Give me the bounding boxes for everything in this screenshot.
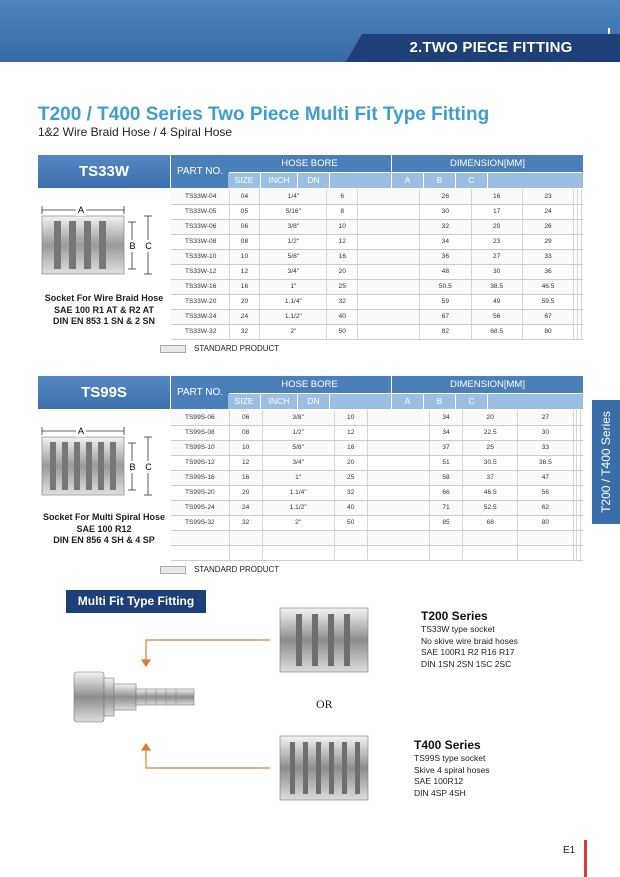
- table-cell: 3/8": [262, 410, 334, 425]
- standard-product-legend: [160, 565, 279, 574]
- table-cell: 33: [518, 440, 573, 455]
- table-cell: [581, 189, 583, 204]
- table-cell: 17: [471, 204, 522, 219]
- table-cell: 1/4": [260, 189, 327, 204]
- table-cell: 32: [420, 219, 471, 234]
- dim-a-label: A: [77, 426, 85, 436]
- table-cell: 50.5: [420, 279, 471, 294]
- t200-series-info: [421, 609, 518, 670]
- table-cell: 1": [260, 279, 327, 294]
- table-cell: 80: [518, 515, 573, 530]
- table-cell: [358, 279, 420, 294]
- table-cell: 1.1/4": [262, 485, 334, 500]
- series-line: SAE 100R12: [414, 776, 464, 786]
- table-cell: [367, 470, 429, 485]
- t400-series-info: [414, 738, 490, 799]
- table-cell: 10: [334, 410, 367, 425]
- table-row: [171, 440, 583, 455]
- page-number: E1: [563, 845, 576, 856]
- b-header: B: [424, 173, 455, 188]
- table-cell: 08: [229, 425, 262, 440]
- table-cell: [367, 440, 429, 455]
- table-row: [171, 249, 583, 264]
- caption-line: Socket For Multi Spiral Hose: [42, 512, 166, 522]
- part-no-cell: TS33W-08: [171, 234, 229, 249]
- table-cell: 08: [229, 234, 260, 249]
- part-no-cell: TS33W-24: [171, 309, 229, 324]
- part-no-cell: TS99S-12: [171, 455, 229, 470]
- table-cell: [581, 425, 583, 440]
- legend-swatch: [160, 345, 186, 353]
- table-cell: 46.5: [463, 485, 518, 500]
- part-no-cell: TS33W-04: [171, 189, 229, 204]
- table-cell: [581, 234, 583, 249]
- table-cell: 1/2": [262, 425, 334, 440]
- part-no-cell: TS99S-08: [171, 425, 229, 440]
- fitting-nipple-image: [74, 672, 194, 722]
- part-no-cell: TS99S-32: [171, 515, 229, 530]
- table-row: [171, 324, 583, 339]
- table-cell: [429, 545, 462, 560]
- table-cell: [581, 470, 583, 485]
- table-cell: 80: [522, 324, 573, 339]
- table-cell: 32: [229, 515, 262, 530]
- caption-line: SAE 100 R12: [76, 523, 132, 534]
- table-cell: 32: [229, 324, 260, 339]
- table-cell: 1.1/4": [260, 294, 327, 309]
- part-no-cell: TS99S-24: [171, 500, 229, 515]
- table-cell: [581, 440, 583, 455]
- part-no-header: PART NO.: [171, 155, 229, 188]
- page-subtitle: 1&2 Wire Braid Hose / 4 Spiral Hose: [38, 125, 233, 139]
- table-cell: 36: [420, 249, 471, 264]
- table-cell: 5/8": [262, 440, 334, 455]
- table-cell: [581, 545, 583, 560]
- size-header: SIZE: [228, 394, 260, 409]
- table-cell: 25: [463, 440, 518, 455]
- table-cell: 52.5: [463, 500, 518, 515]
- table-row: [171, 294, 583, 309]
- table-cell: 68: [463, 515, 518, 530]
- table-row: [171, 219, 583, 234]
- table-cell: 1.1/2": [260, 309, 327, 324]
- table-cell: 24: [229, 500, 262, 515]
- table-cell: 20: [471, 219, 522, 234]
- table-cell: 30: [471, 264, 522, 279]
- table-cell: 32: [334, 485, 367, 500]
- table-cell: [581, 249, 583, 264]
- table-cell: 71: [429, 500, 462, 515]
- table-row: [171, 530, 583, 545]
- subheader-spacer: [488, 173, 583, 188]
- ts33w-caption: [38, 293, 170, 328]
- standard-product-legend: [160, 344, 279, 353]
- subheader-spacer: [488, 394, 583, 409]
- t400-socket-image: [280, 736, 368, 800]
- dim-c-label: C: [145, 462, 152, 472]
- table-cell: [367, 425, 429, 440]
- table-cell: 59: [420, 294, 471, 309]
- table-row: [171, 264, 583, 279]
- table-cell: [367, 530, 429, 545]
- table-cell: [334, 530, 367, 545]
- table-cell: 34: [429, 425, 462, 440]
- hose-bore-header: HOSE BORE: [228, 376, 391, 393]
- caption-line: SAE 100 R1 AT & R2 AT: [53, 304, 155, 315]
- table-cell: 66: [429, 485, 462, 500]
- table-cell: 5/16": [260, 204, 327, 219]
- table-cell: 1": [262, 470, 334, 485]
- inch-header: INCH: [261, 394, 297, 409]
- table-row: [171, 410, 583, 425]
- a-header: A: [392, 173, 423, 188]
- multi-fit-tab: Multi Fit Type Fitting: [66, 590, 206, 613]
- table-cell: [229, 530, 262, 545]
- table-cell: 10: [327, 219, 358, 234]
- table-cell: 06: [229, 410, 262, 425]
- or-label: OR: [316, 697, 333, 711]
- table-cell: 27: [471, 249, 522, 264]
- table-cell: [581, 500, 583, 515]
- product-name: TS99S: [38, 376, 170, 409]
- table-cell: 8: [327, 204, 358, 219]
- table-cell: [581, 455, 583, 470]
- table-cell: 36: [522, 264, 573, 279]
- table-cell: 3/4": [262, 455, 334, 470]
- table-cell: 82: [420, 324, 471, 339]
- table-cell: 25: [327, 279, 358, 294]
- dn-header: DN: [298, 173, 329, 188]
- page-accent-bar: [584, 840, 587, 877]
- table-cell: 3/4": [260, 264, 327, 279]
- table-row: [171, 234, 583, 249]
- table-row: [171, 204, 583, 219]
- table-cell: 34: [420, 234, 471, 249]
- table-cell: 48: [420, 264, 471, 279]
- part-no-cell: TS99S-06: [171, 410, 229, 425]
- table-cell: 22.5: [463, 425, 518, 440]
- table-cell: [518, 545, 573, 560]
- table-cell: [367, 485, 429, 500]
- part-no-cell: [171, 545, 229, 560]
- dimension-header: DIMENSION[MM]: [392, 376, 583, 393]
- table-row: [171, 309, 583, 324]
- table-cell: 16: [334, 440, 367, 455]
- table-cell: 38.5: [518, 455, 573, 470]
- table-cell: 20: [463, 410, 518, 425]
- table-cell: 47: [518, 470, 573, 485]
- dim-a-label: A: [77, 205, 85, 215]
- hose-bore-header: HOSE BORE: [228, 155, 391, 172]
- b-header: B: [424, 394, 455, 409]
- table-cell: [358, 249, 420, 264]
- part-no-cell: TS33W-16: [171, 279, 229, 294]
- table-cell: 40: [334, 500, 367, 515]
- table-cell: 49: [471, 294, 522, 309]
- table-cell: 51: [429, 455, 462, 470]
- table-cell: [581, 324, 583, 339]
- table-row: [171, 189, 583, 204]
- part-no-cell: TS99S-20: [171, 485, 229, 500]
- ts33w-section: [38, 155, 583, 337]
- table-cell: [429, 530, 462, 545]
- c-header: C: [456, 394, 487, 409]
- table-cell: 23: [522, 189, 573, 204]
- series-line: SAE 100R1 R2 R16 R17: [421, 647, 515, 657]
- table-cell: 62: [518, 500, 573, 515]
- table-cell: 34: [429, 410, 462, 425]
- dim-b-label: B: [129, 462, 136, 472]
- table-cell: [463, 545, 518, 560]
- part-no-cell: TS33W-32: [171, 324, 229, 339]
- side-tab-label: T200 / T400 Series: [599, 411, 613, 513]
- part-no-cell: TS99S-10: [171, 440, 229, 455]
- ts99s-section: [38, 376, 583, 558]
- table-cell: 37: [463, 470, 518, 485]
- table-cell: 16: [229, 279, 260, 294]
- table-cell: [358, 204, 420, 219]
- table-cell: [463, 530, 518, 545]
- table-row: [171, 279, 583, 294]
- table-cell: 6: [327, 189, 358, 204]
- caption-line: DIN EN 853 1 SN & 2 SN: [52, 316, 156, 326]
- series-title: T400 Series: [414, 738, 481, 752]
- table-cell: [367, 500, 429, 515]
- table-cell: 2": [260, 324, 327, 339]
- table-cell: 1/2": [260, 234, 327, 249]
- dim-b-label: B: [129, 241, 136, 251]
- subheader-spacer: [330, 173, 391, 188]
- table-cell: 30: [518, 425, 573, 440]
- table-cell: 06: [229, 219, 260, 234]
- table-row: [171, 500, 583, 515]
- series-line: TS99S type socket: [414, 753, 486, 763]
- table-cell: [581, 530, 583, 545]
- table-row: [171, 455, 583, 470]
- table-cell: 67: [420, 309, 471, 324]
- table-cell: 32: [327, 294, 358, 309]
- table-cell: [581, 515, 583, 530]
- legend-label: STANDARD PRODUCT: [194, 565, 280, 574]
- part-no-header: PART NO.: [171, 376, 229, 409]
- c-header: C: [456, 173, 487, 188]
- table-cell: [581, 264, 583, 279]
- table-cell: [262, 530, 334, 545]
- table-cell: 29: [522, 234, 573, 249]
- ts99s-table: [171, 410, 583, 561]
- a-header: A: [392, 394, 423, 409]
- table-cell: 67: [522, 309, 573, 324]
- table-cell: 20: [327, 264, 358, 279]
- table-cell: 5/8": [260, 249, 327, 264]
- table-cell: [581, 309, 583, 324]
- table-cell: [358, 264, 420, 279]
- table-cell: 3/8": [260, 219, 327, 234]
- table-cell: 37: [429, 440, 462, 455]
- table-row: [171, 545, 583, 560]
- table-cell: 05: [229, 204, 260, 219]
- caption-line: Socket For Wire Braid Hose: [44, 293, 164, 303]
- subheader-spacer: [330, 394, 391, 409]
- arrow-icon: [142, 744, 270, 768]
- page-title: T200 / T400 Series Two Piece Multi Fit Type Fitting: [38, 104, 490, 125]
- size-header: SIZE: [228, 173, 260, 188]
- table-cell: 26: [420, 189, 471, 204]
- series-line: DIN 4SP 4SH: [414, 787, 466, 798]
- part-no-cell: [171, 530, 229, 545]
- table-cell: [581, 279, 583, 294]
- part-no-cell: TS33W-06: [171, 219, 229, 234]
- table-cell: 16: [229, 470, 262, 485]
- product-name: TS33W: [38, 155, 170, 188]
- socket-drawing: [38, 410, 170, 510]
- table-cell: 20: [334, 455, 367, 470]
- table-cell: [581, 485, 583, 500]
- table-cell: 12: [334, 425, 367, 440]
- table-row: [171, 425, 583, 440]
- series-line: No skive wire braid hoses: [421, 635, 518, 646]
- table-cell: 24: [522, 204, 573, 219]
- legend-swatch: [160, 566, 186, 574]
- socket-drawing: [38, 189, 170, 289]
- table-cell: 59.5: [522, 294, 573, 309]
- table-cell: 04: [229, 189, 260, 204]
- dim-c-label: C: [145, 241, 152, 251]
- section-label: 2.TWO PIECE FITTING: [409, 39, 573, 56]
- inch-header: INCH: [261, 173, 297, 188]
- table-cell: [358, 189, 420, 204]
- table-cell: 85: [429, 515, 462, 530]
- table-cell: 38.5: [471, 279, 522, 294]
- table-cell: [367, 545, 429, 560]
- table-row: [171, 470, 583, 485]
- dn-header: DN: [298, 394, 329, 409]
- table-cell: 50: [334, 515, 367, 530]
- table-cell: [581, 219, 583, 234]
- table-cell: 2": [262, 515, 334, 530]
- table-cell: 12: [229, 264, 260, 279]
- table-cell: [334, 545, 367, 560]
- table-cell: [518, 530, 573, 545]
- table-cell: 16: [327, 249, 358, 264]
- section-tab: [362, 34, 620, 62]
- table-cell: [358, 309, 420, 324]
- table-cell: [262, 545, 334, 560]
- legend-label: STANDARD PRODUCT: [194, 344, 280, 353]
- table-cell: 50: [327, 324, 358, 339]
- table-cell: 10: [229, 440, 262, 455]
- series-line: Skive 4 spiral hoses: [414, 764, 490, 775]
- table-cell: [358, 324, 420, 339]
- table-cell: [581, 294, 583, 309]
- series-line: DIN 1SN 2SN 1SC 2SC: [421, 658, 512, 669]
- table-cell: [358, 219, 420, 234]
- table-cell: 46.5: [522, 279, 573, 294]
- table-cell: [358, 294, 420, 309]
- table-row: [171, 515, 583, 530]
- table-cell: 58: [429, 470, 462, 485]
- table-cell: 10: [229, 249, 260, 264]
- series-title: T200 Series: [421, 609, 488, 623]
- table-cell: 26: [522, 219, 573, 234]
- table-cell: 40: [327, 309, 358, 324]
- table-cell: [367, 455, 429, 470]
- ts99s-caption: [38, 512, 170, 547]
- ts99s-illustration: [38, 410, 170, 558]
- series-line: TS33W type socket: [421, 624, 495, 634]
- table-cell: 25: [334, 470, 367, 485]
- table-cell: 12: [229, 455, 262, 470]
- table-cell: 68.5: [471, 324, 522, 339]
- table-cell: 12: [327, 234, 358, 249]
- table-cell: 20: [229, 485, 262, 500]
- arrow-icon: [142, 640, 270, 666]
- caption-line: DIN EN 856 4 SH & 4 SP: [53, 535, 155, 545]
- table-cell: 23: [471, 234, 522, 249]
- table-cell: 56: [518, 485, 573, 500]
- table-cell: [367, 515, 429, 530]
- table-cell: [367, 410, 429, 425]
- part-no-cell: TS33W-10: [171, 249, 229, 264]
- table-cell: [581, 204, 583, 219]
- table-cell: [229, 545, 262, 560]
- part-no-cell: TS33W-20: [171, 294, 229, 309]
- table-cell: 56: [471, 309, 522, 324]
- table-cell: [581, 410, 583, 425]
- table-cell: 27: [518, 410, 573, 425]
- part-no-cell: TS33W-12: [171, 264, 229, 279]
- side-tab: [592, 400, 620, 524]
- ts33w-table: [171, 189, 583, 340]
- table-cell: [358, 234, 420, 249]
- table-cell: 30: [420, 204, 471, 219]
- table-cell: 33: [522, 249, 573, 264]
- table-cell: 30.5: [463, 455, 518, 470]
- table-cell: 1.1/2": [262, 500, 334, 515]
- t200-socket-image: [280, 608, 368, 672]
- part-no-cell: TS33W-05: [171, 204, 229, 219]
- table-row: [171, 485, 583, 500]
- table-cell: 24: [229, 309, 260, 324]
- table-cell: 16: [471, 189, 522, 204]
- part-no-cell: TS99S-16: [171, 470, 229, 485]
- table-cell: 20: [229, 294, 260, 309]
- ts33w-illustration: [38, 189, 170, 337]
- dimension-header: DIMENSION[MM]: [392, 155, 583, 172]
